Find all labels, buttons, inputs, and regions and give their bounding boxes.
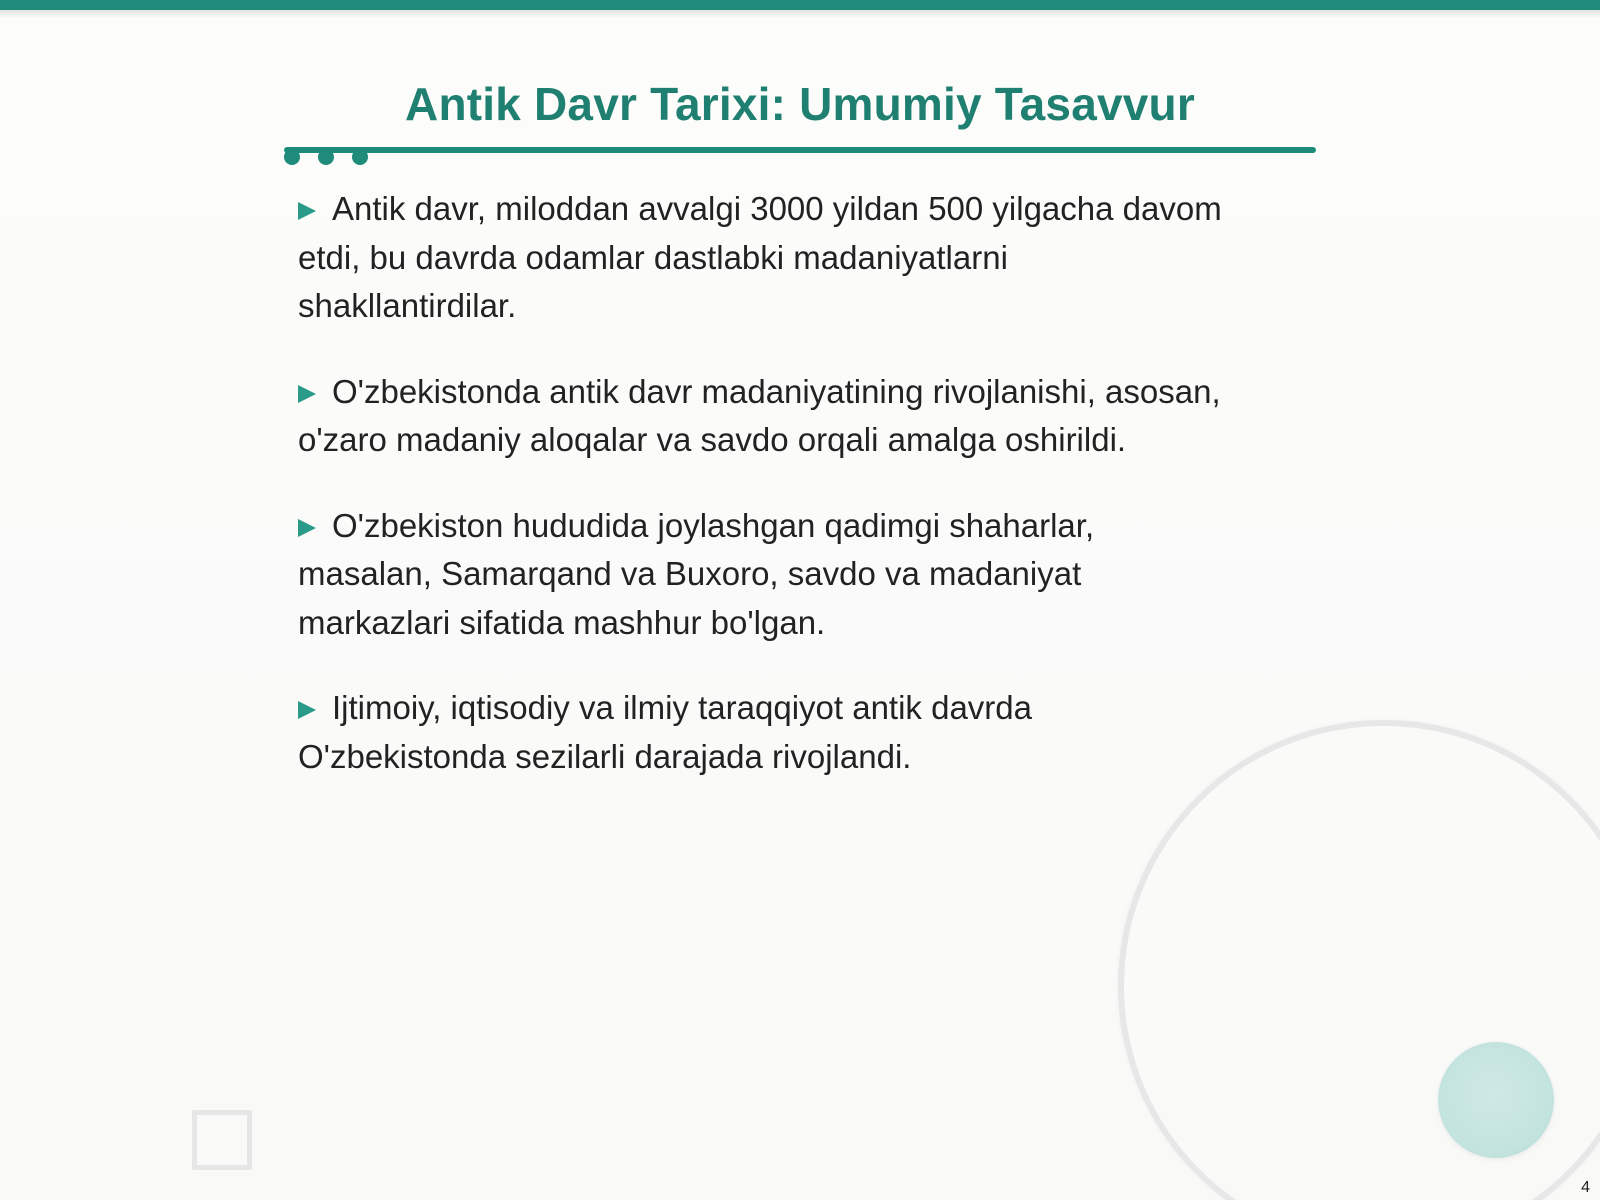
decorative-teal-circle: [1438, 1042, 1554, 1158]
triangle-right-icon: [298, 385, 316, 403]
bullet-list: [298, 185, 1228, 818]
page-number: 4: [1581, 1179, 1590, 1196]
bullet-text: O'zbekistonda antik davr madaniyatining rivojlanishi, asosan, o'zaro madaniy aloqalar va savdo orqali amalga oshirildi.: [298, 372, 1221, 458]
underline-dot: [318, 149, 334, 165]
bullet-text: Antik davr, miloddan avvalgi 3000 yildan 500 yilgacha davom etdi, bu davrda odamlar dastlabki madaniyatlarni shakllantirdilar.: [298, 190, 1222, 324]
decorative-square: [192, 1110, 252, 1170]
bullet-text: Ijtimoiy, iqtisodiy va ilmiy taraqqiyot antik davrda O'zbekistonda sezilarli darajada rivojlandi.: [298, 689, 1032, 775]
bullet-item: [298, 502, 1228, 648]
underline-dot: [284, 149, 300, 165]
title-underline: [284, 147, 1316, 153]
underline-dot: [352, 149, 368, 165]
top-bar-shadow: [0, 10, 1600, 18]
triangle-right-icon: [298, 519, 316, 537]
top-accent-bar: [0, 0, 1600, 10]
triangle-right-icon: [298, 701, 316, 719]
slide-title: Antik Davr Tarixi: Umumiy Tasavvur: [405, 78, 1195, 130]
bullet-item: [298, 684, 1228, 781]
bullet-item: [298, 368, 1228, 465]
triangle-right-icon: [298, 202, 316, 220]
bullet-item: [298, 185, 1228, 331]
bullet-text: O'zbekiston hududida joylashgan qadimgi shaharlar, masalan, Samarqand va Buxoro, savdo va madaniyat markazlari sifatida mashhur bo'lgan.: [298, 506, 1095, 641]
